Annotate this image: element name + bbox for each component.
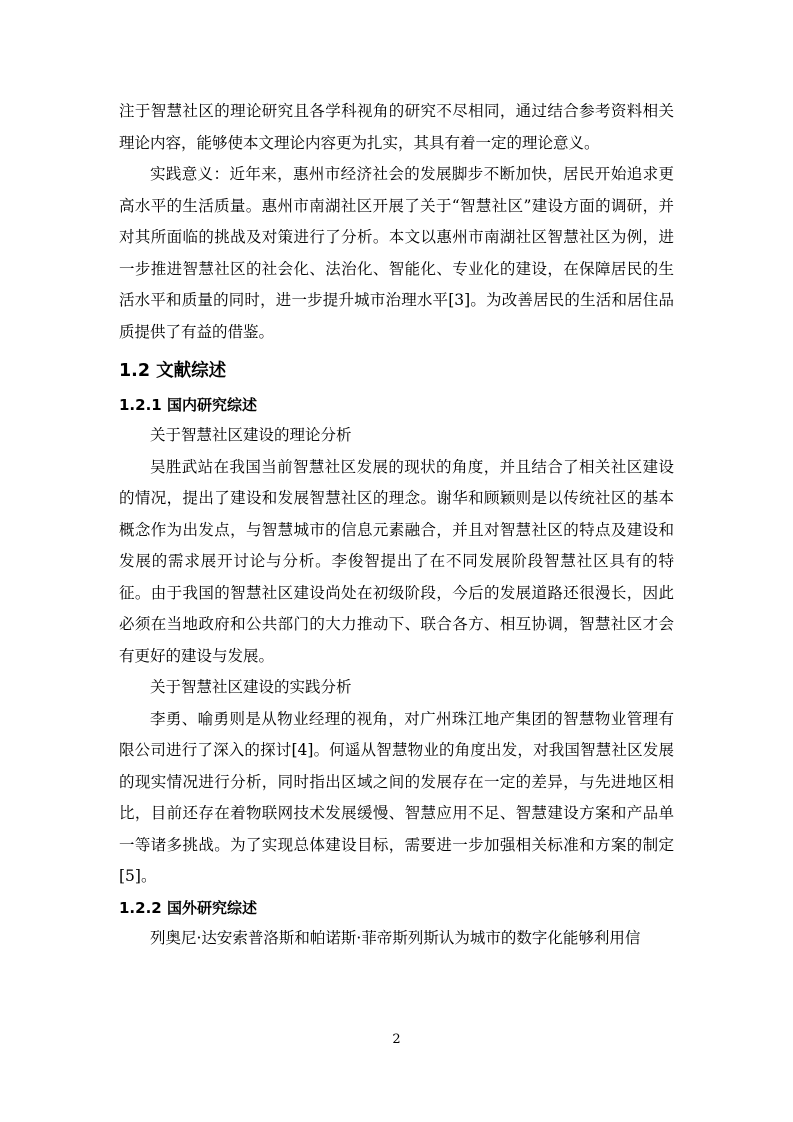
page-content: [119, 96, 674, 954]
paragraph-practical-significance: 实践意义：近年来，惠州市经济社会的发展脚步不断加快，居民开始追求更高水平的生活质量。惠州市南湖社区开展了关于“智慧社区”建设方面的调研，并对其所面临的挑战及对策进行了分析。本文以惠州市南湖社区智慧社区为例，进一步推进智慧社区的社会化、法治化、智能化、专业化的建设，在保障居民的生活水平和质量的同时，进一步提升城市治理水平[3]。为改善居民的生活和居住品质提供了有益的借鉴。: [119, 165, 674, 341]
section-heading-1-2: [119, 354, 674, 388]
section-title: 文献综述: [156, 361, 227, 381]
paragraph-foreign-research: 列奥尼·达安索普洛斯和帕诺斯·菲帝斯列斯认为城市的数字化能够利用信: [150, 928, 641, 947]
paragraph-domestic-practice: 李勇、喻勇则是从物业经理的视角，对广州珠江地产集团的智慧物业管理有限公司进行了深入的探讨[4]。何遥从智慧物业的角度出发，对我国智慧社区发展的现实情况进行分析，同时指出区域之间的发展存在一定的差异，与先进地区相比，目前还存在着物联网技术发展缓慢、智慧应用不足、智慧建设方案和产品单一等诸多挑战。为了实现总体建设目标，需要进一步加强相关标准和方案的制定[5]。: [119, 709, 674, 885]
subtopic-title-practice: 关于智慧社区建设的实践分析: [150, 678, 352, 696]
subsection-number: 1.2.2: [119, 898, 162, 917]
subsection-title: 国外研究综述: [166, 898, 257, 917]
section-heading-1-2-2: [119, 893, 674, 923]
section-number: 1.2: [119, 361, 151, 381]
subtopic-title-theory: 关于智慧社区建设的理论分析: [150, 426, 352, 444]
subsection-title: 国内研究综述: [166, 396, 257, 414]
paragraph-theory-significance-end: 注于智慧社区的理论研究且各学科视角的研究不尽相同，通过结合参考资料相关理论内容，能够使本文理论内容更为扎实，其具有着一定的理论意义。: [119, 102, 674, 152]
page-number: 2: [392, 1032, 401, 1047]
paragraph-domestic-theory: 吴胜武站在我国当前智慧社区发展的现状的角度，并且结合了相关社区建设的情况，提出了建设和发展智慧社区的理念。谢华和顾颖则是以传统社区的基本概念作为出发点，与智慧城市的信息元素融合，并且对智慧社区的特点及建设和发展的需求展开讨论与分析。李俊智提出了在不同发展阶段智慧社区具有的特征。由于我国的智慧社区建设尚处在初级阶段，今后的发展道路还很漫长，因此必须在当地政府和公共部门的大力推动下、联合各方、相互协调，智慧社区才会有更好的建设与发展。: [119, 457, 674, 665]
subsection-number: 1.2.1: [119, 396, 162, 414]
section-heading-1-2-1: [119, 390, 674, 420]
